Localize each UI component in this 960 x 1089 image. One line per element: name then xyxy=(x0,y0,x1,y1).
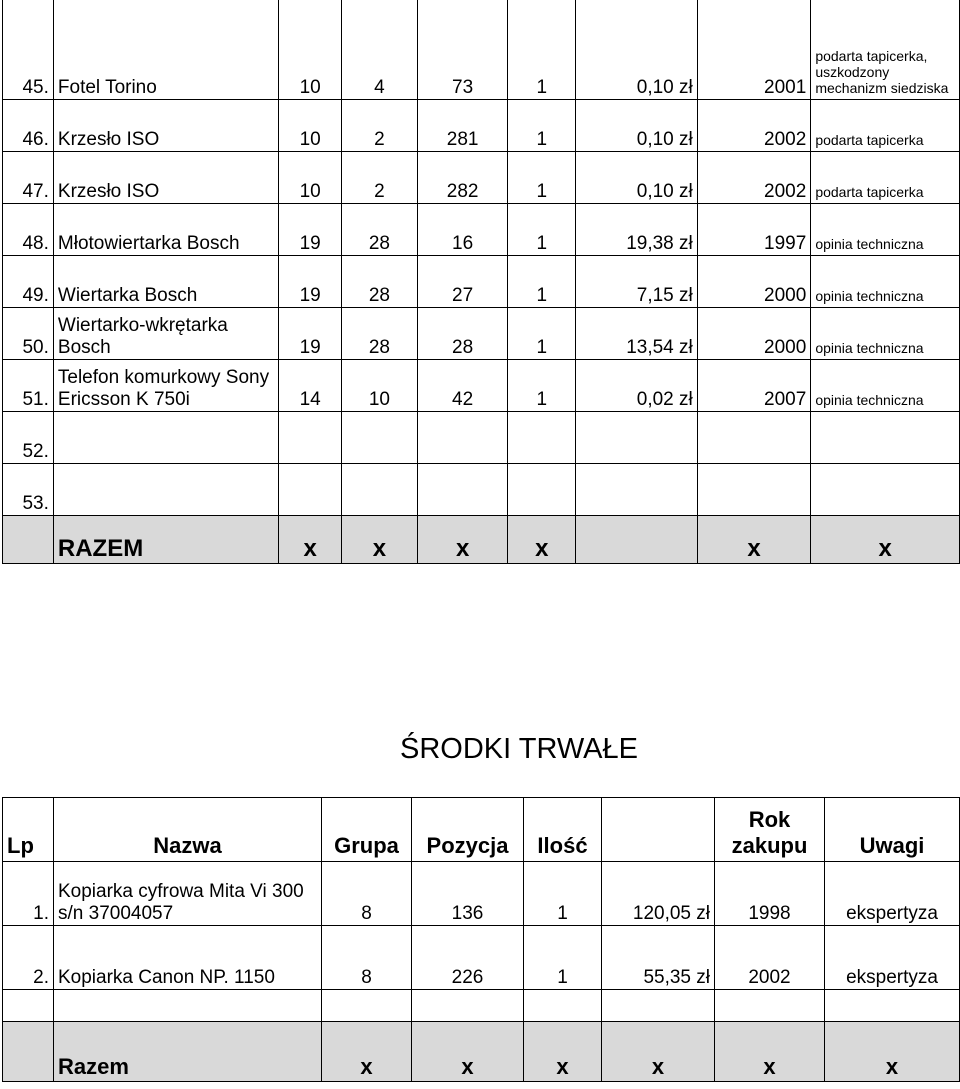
table-row-empty xyxy=(3,464,960,516)
total-label: RAZEM xyxy=(53,516,278,564)
remarks-cell: opinia techniczna xyxy=(811,204,960,256)
lp-cell: 51. xyxy=(3,360,54,412)
lp-cell: 50. xyxy=(3,308,54,360)
lp-cell: 53. xyxy=(3,464,54,516)
header-year: Rok zakupu xyxy=(715,798,825,862)
total-row xyxy=(3,516,960,564)
name-cell xyxy=(54,990,322,1022)
total-x-cell: x xyxy=(602,1022,715,1082)
lp-cell xyxy=(3,990,54,1022)
inventory-cell: 16 xyxy=(417,204,508,256)
group-cell: 8 xyxy=(322,926,412,990)
quantity-cell: 1 xyxy=(508,204,576,256)
group-cell xyxy=(279,464,342,516)
lp-cell: 47. xyxy=(3,152,54,204)
total-x-cell: x xyxy=(412,1022,524,1082)
table-row xyxy=(3,308,960,360)
header-lp: Lp xyxy=(3,798,54,862)
lp-cell: 45. xyxy=(3,0,54,100)
group-cell xyxy=(322,990,412,1022)
total-x-cell: x xyxy=(825,1022,960,1082)
total-x-cell: x xyxy=(342,516,418,564)
total-x-cell: x xyxy=(524,1022,602,1082)
inventory-cell: 42 xyxy=(417,360,508,412)
position-cell: 136 xyxy=(412,862,524,926)
year-cell xyxy=(715,990,825,1022)
lp-cell: 1. xyxy=(3,862,54,926)
position-cell xyxy=(412,990,524,1022)
items-table-top xyxy=(2,0,960,564)
total-label: Razem xyxy=(54,1022,322,1082)
quantity-cell xyxy=(524,990,602,1022)
remarks-cell: podarta tapicerka, uszkodzony mechanizm siedziska xyxy=(811,0,960,100)
quantity-cell: 1 xyxy=(508,360,576,412)
price-cell xyxy=(576,464,698,516)
quantity-cell: 1 xyxy=(508,256,576,308)
lp-cell: 49. xyxy=(3,256,54,308)
group-cell xyxy=(279,412,342,464)
total-x-cell: x xyxy=(279,516,342,564)
name-cell: Krzesło ISO xyxy=(53,100,278,152)
year-cell xyxy=(697,464,811,516)
total-row xyxy=(3,1022,960,1082)
total-lp-cell xyxy=(3,516,54,564)
table-row xyxy=(3,256,960,308)
total-price-cell xyxy=(576,516,698,564)
price-cell: 0,10 zł xyxy=(576,0,698,100)
quantity-cell: 1 xyxy=(524,862,602,926)
table-row-empty xyxy=(3,412,960,464)
position-cell xyxy=(342,412,418,464)
price-cell: 0,02 zł xyxy=(576,360,698,412)
year-cell: 2007 xyxy=(697,360,811,412)
remarks-cell: podarta tapicerka xyxy=(811,100,960,152)
remarks-cell: opinia techniczna xyxy=(811,360,960,412)
quantity-cell: 1 xyxy=(524,926,602,990)
remarks-cell xyxy=(811,412,960,464)
header-price xyxy=(602,798,715,862)
lp-cell: 52. xyxy=(3,412,54,464)
year-cell: 1998 xyxy=(715,862,825,926)
position-cell: 28 xyxy=(342,256,418,308)
quantity-cell xyxy=(508,412,576,464)
name-cell: Fotel Torino xyxy=(53,0,278,100)
name-cell: Kopiarka cyfrowa Mita Vi 300 s/n 37004057 xyxy=(54,862,322,926)
header-group: Grupa xyxy=(322,798,412,862)
price-cell: 120,05 zł xyxy=(602,862,715,926)
inventory-cell: 28 xyxy=(417,308,508,360)
group-cell: 14 xyxy=(279,360,342,412)
name-cell: Wiertarka Bosch xyxy=(53,256,278,308)
total-x-cell: x xyxy=(697,516,811,564)
position-cell xyxy=(342,464,418,516)
year-cell: 2000 xyxy=(697,256,811,308)
inventory-cell: 73 xyxy=(417,0,508,100)
table-row xyxy=(3,926,960,990)
year-cell: 1997 xyxy=(697,204,811,256)
price-cell: 0,10 zł xyxy=(576,100,698,152)
quantity-cell: 1 xyxy=(508,100,576,152)
price-cell xyxy=(602,990,715,1022)
year-cell: 2002 xyxy=(697,152,811,204)
fixed-assets-table xyxy=(2,797,960,1082)
inventory-cell xyxy=(417,464,508,516)
group-cell: 10 xyxy=(279,152,342,204)
name-cell: Kopiarka Canon NP. 1150 xyxy=(54,926,322,990)
position-cell: 4 xyxy=(342,0,418,100)
position-cell: 10 xyxy=(342,360,418,412)
position-cell: 2 xyxy=(342,152,418,204)
group-cell: 10 xyxy=(279,100,342,152)
year-cell: 2001 xyxy=(697,0,811,100)
quantity-cell: 1 xyxy=(508,0,576,100)
price-cell: 0,10 zł xyxy=(576,152,698,204)
header-position: Pozycja xyxy=(412,798,524,862)
quantity-cell xyxy=(508,464,576,516)
year-cell: 2002 xyxy=(697,100,811,152)
header-remarks: Uwagi xyxy=(825,798,960,862)
total-x-cell: x xyxy=(417,516,508,564)
inventory-cell xyxy=(417,412,508,464)
header-quantity: Ilość xyxy=(524,798,602,862)
header-name: Nazwa xyxy=(54,798,322,862)
price-cell: 7,15 zł xyxy=(576,256,698,308)
position-cell: 28 xyxy=(342,204,418,256)
price-cell: 19,38 zł xyxy=(576,204,698,256)
quantity-cell: 1 xyxy=(508,308,576,360)
table-row xyxy=(3,862,960,926)
price-cell: 13,54 zł xyxy=(576,308,698,360)
remarks-cell: opinia techniczna xyxy=(811,256,960,308)
lp-cell: 2. xyxy=(3,926,54,990)
remarks-cell xyxy=(825,990,960,1022)
group-cell: 19 xyxy=(279,204,342,256)
quantity-cell: 1 xyxy=(508,152,576,204)
lp-cell: 48. xyxy=(3,204,54,256)
remarks-cell: podarta tapicerka xyxy=(811,152,960,204)
price-cell: 55,35 zł xyxy=(602,926,715,990)
table-row xyxy=(3,360,960,412)
name-cell: Młotowiertarka Bosch xyxy=(53,204,278,256)
remarks-cell: opinia techniczna xyxy=(811,308,960,360)
total-x-cell: x xyxy=(508,516,576,564)
name-cell: Krzesło ISO xyxy=(53,152,278,204)
position-cell: 2 xyxy=(342,100,418,152)
group-cell: 10 xyxy=(279,0,342,100)
header-row xyxy=(3,798,960,862)
remarks-cell: ekspertyza xyxy=(825,862,960,926)
group-cell: 19 xyxy=(279,308,342,360)
name-cell xyxy=(53,412,278,464)
table-row xyxy=(3,204,960,256)
total-x-cell: x xyxy=(322,1022,412,1082)
group-cell: 19 xyxy=(279,256,342,308)
section-title: ŚRODKI TRWAŁE xyxy=(400,733,638,765)
year-cell xyxy=(697,412,811,464)
name-cell: Wiertarko-wkrętarka Bosch xyxy=(53,308,278,360)
table-row xyxy=(3,152,960,204)
total-x-cell: x xyxy=(715,1022,825,1082)
remarks-cell xyxy=(811,464,960,516)
total-lp-cell xyxy=(3,1022,54,1082)
position-cell: 28 xyxy=(342,308,418,360)
table-row xyxy=(3,0,960,100)
table-row-empty xyxy=(3,990,960,1022)
position-cell: 226 xyxy=(412,926,524,990)
name-cell xyxy=(53,464,278,516)
lp-cell: 46. xyxy=(3,100,54,152)
inventory-cell: 281 xyxy=(417,100,508,152)
inventory-cell: 27 xyxy=(417,256,508,308)
inventory-cell: 282 xyxy=(417,152,508,204)
total-x-cell: x xyxy=(811,516,960,564)
table-row xyxy=(3,100,960,152)
price-cell xyxy=(576,412,698,464)
remarks-cell: ekspertyza xyxy=(825,926,960,990)
name-cell: Telefon komurkowy Sony Ericsson K 750i xyxy=(53,360,278,412)
year-cell: 2000 xyxy=(697,308,811,360)
group-cell: 8 xyxy=(322,862,412,926)
year-cell: 2002 xyxy=(715,926,825,990)
